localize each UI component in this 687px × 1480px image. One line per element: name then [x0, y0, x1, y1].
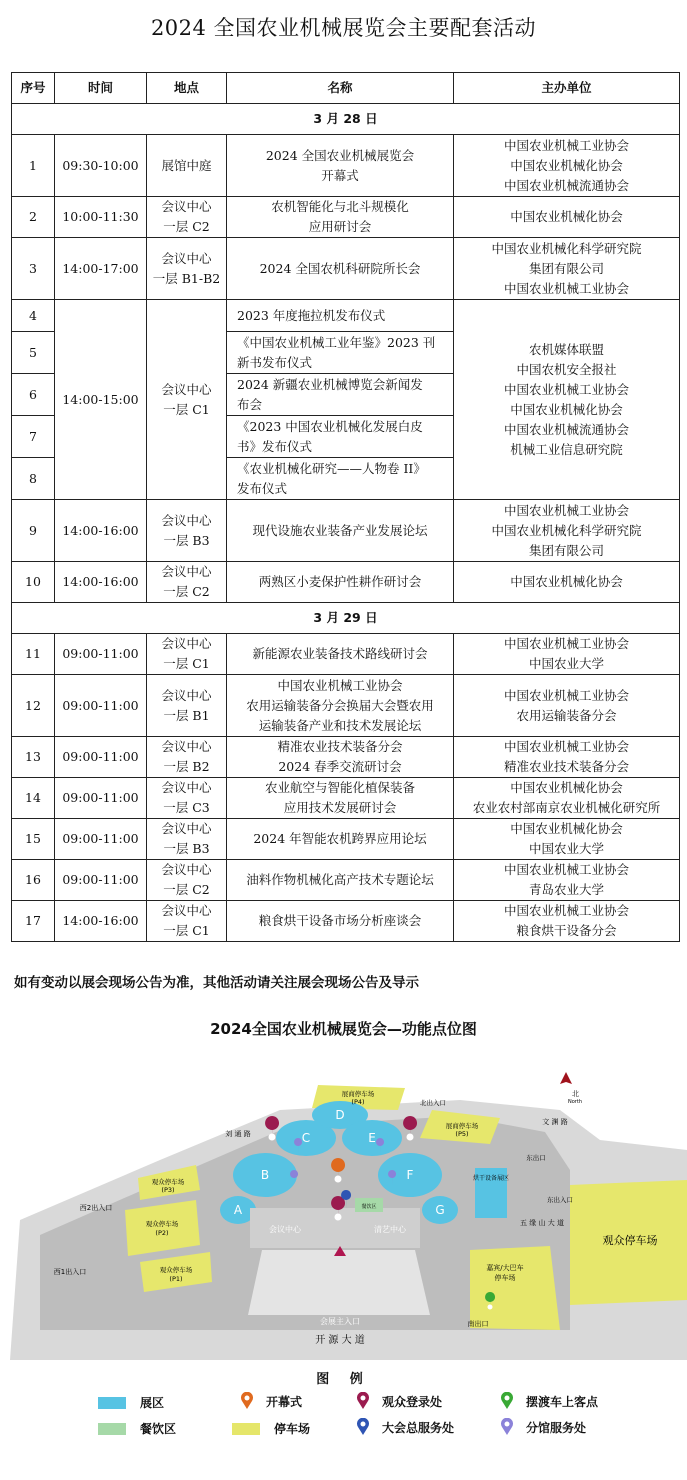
hall-c-label: C [301, 1131, 311, 1145]
row-org-line: 粮食烘干设备分会 [516, 923, 617, 938]
north-en-label: North [568, 1099, 582, 1105]
p2-label: 观众停车场 [145, 1220, 179, 1228]
row-name-line: 2024 全国农机科研院所长会 [259, 260, 421, 276]
date-row-day2 [12, 603, 680, 634]
table-row [12, 819, 680, 860]
road-north-label: 文 渊 路 [542, 1118, 568, 1126]
east-entry-label: 东出入口 [547, 1196, 573, 1204]
row-no: 5 [12, 332, 55, 374]
row-name-line: 应用技术发展研讨会 [283, 800, 397, 815]
row-place-line: 一层 C1 [163, 656, 210, 671]
row-org-line: 中国农业机械流通协会 [503, 421, 629, 437]
row-place [147, 737, 227, 778]
row-place-line: 一层 C2 [163, 882, 210, 897]
row-org-line: 青岛农业大学 [528, 882, 604, 897]
catering-center-label: 清艺中心 [374, 1225, 406, 1234]
p4-code: (P4) [351, 1098, 365, 1106]
row-name [227, 778, 454, 819]
row-place-line: 会议中心 [161, 381, 212, 397]
row-place-line: 会议中心 [161, 862, 212, 877]
row-name-line: 粮食烘干设备市场分析座谈会 [258, 913, 422, 928]
row-org-line: 中国农业机械化协会 [510, 574, 623, 589]
row-name-line: 《中国农业机械工业年鉴》2023 刊 [237, 334, 436, 350]
p5-code: (P5) [455, 1130, 469, 1138]
row-name-line: 书》发布仪式 [237, 438, 313, 454]
row-place-line: 会议中心 [161, 780, 212, 795]
legend-label: 餐饮区 [140, 1422, 177, 1436]
date-label: 3 月 28 日 [12, 104, 680, 135]
table-row [12, 562, 680, 603]
row-org [454, 819, 680, 860]
date-label: 3 月 29 日 [12, 603, 680, 634]
row-org [454, 562, 680, 603]
row-place-line: 一层 C2 [163, 219, 210, 234]
header-org: 主办单位 [454, 73, 680, 104]
bus-lot-label-2: 停车场 [494, 1274, 516, 1282]
row-time: 09:30-10:00 [55, 135, 147, 197]
row-place [147, 135, 227, 197]
row-name-line: 《农业机械化研究——人物卷 II》 [237, 460, 426, 476]
table-row [12, 300, 680, 332]
row-name-line: 运输装备产业和技术发展论坛 [258, 717, 422, 733]
row-org-line: 中国农业机械工业协会 [503, 502, 629, 518]
legend-label: 分馆服务处 [526, 1420, 587, 1435]
row-org [454, 675, 680, 737]
row-org-line: 农业农村部南京农业机械化研究所 [472, 800, 661, 815]
row-name-line: 中国农业机械工业协会 [277, 677, 403, 693]
row-org [454, 197, 680, 238]
parking-swatch-icon [232, 1423, 260, 1435]
entry-plaza [248, 1250, 430, 1315]
road-east-label: 五 缘 山 大 道 [520, 1219, 564, 1227]
shuttle-legend-pin-icon [500, 1392, 514, 1410]
row-org-line: 中国农业机械工业协会 [503, 903, 629, 918]
map-title: 2024全国农业机械展览会—功能点位图 [210, 1020, 477, 1038]
table-row [12, 860, 680, 901]
dining-label: 餐饮区 [361, 1204, 377, 1210]
row-place [147, 860, 227, 901]
row-name [227, 135, 454, 197]
legend-item-opening [240, 1392, 302, 1410]
p3-code: (P3) [161, 1186, 175, 1194]
row-time: 14:00-17:00 [55, 238, 147, 300]
west2-exit-label: 西2出入口 [79, 1204, 113, 1212]
row-place-line: 会议中心 [161, 903, 212, 918]
row-place-line: 会议中心 [161, 821, 212, 836]
legend-label: 大会总服务处 [382, 1420, 455, 1435]
p1-label: 观众停车场 [159, 1266, 193, 1274]
legend-item-registration [356, 1392, 442, 1410]
row-org-line: 中国农业机械工业协会 [503, 381, 629, 397]
row-place-line: 一层 B1-B2 [152, 270, 221, 286]
row-org-line: 中国农业机械化科学研究院 [491, 240, 642, 256]
row-place [147, 197, 227, 238]
row-name-line: 开幕式 [321, 167, 359, 183]
row-place [147, 675, 227, 737]
road-nw-label: 刘 通 路 [225, 1130, 251, 1138]
header-name: 名称 [227, 73, 454, 104]
row-place-line: 会议中心 [161, 739, 212, 754]
legend-label: 摆渡车上客点 [526, 1394, 599, 1409]
row-no: 15 [12, 819, 55, 860]
row-no: 14 [12, 778, 55, 819]
row-place-line: 会议中心 [161, 687, 212, 703]
row-name [227, 819, 454, 860]
hall-b-label: B [260, 1168, 270, 1182]
row-no: 16 [12, 860, 55, 901]
table-row [12, 634, 680, 675]
row-place-line: 会议中心 [161, 564, 212, 579]
row-org-line: 中国农业机械化协会 [510, 157, 623, 173]
legend-item-exhibit [98, 1394, 164, 1411]
hall-d-label: D [335, 1108, 345, 1122]
legend-title: 图 例 [316, 1372, 371, 1387]
west1-exit-label: 西1出入口 [53, 1268, 87, 1276]
row-name-line: 2024 春季交流研讨会 [278, 759, 402, 774]
row-place [147, 634, 227, 675]
row-place-line: 一层 C3 [163, 800, 210, 815]
row-place [147, 819, 227, 860]
row-org [454, 135, 680, 197]
conf-center-label: 会议中心 [269, 1225, 301, 1234]
opening-pin-icon [240, 1392, 254, 1410]
row-time: 09:00-11:00 [55, 675, 147, 737]
row-name-line: 两熟区小麦保护性耕作研讨会 [258, 574, 422, 589]
service-legend-pin-icon [356, 1418, 370, 1436]
row-org-line: 中国农业机械化协会 [510, 821, 623, 836]
row-name [227, 901, 454, 942]
row-place-line: 一层 B2 [163, 759, 210, 774]
row-org [454, 500, 680, 562]
table-row [12, 737, 680, 778]
row-no: 13 [12, 737, 55, 778]
legend-label: 开幕式 [266, 1394, 303, 1409]
row-org-line: 中国农业机械流通协会 [503, 177, 629, 193]
row-org-line: 农机媒体联盟 [528, 341, 604, 357]
east-exit-label: 东出口 [526, 1154, 546, 1162]
row-no: 8 [12, 458, 55, 500]
legend-label: 观众登录处 [382, 1394, 443, 1409]
row-name [227, 860, 454, 901]
row-org [454, 737, 680, 778]
row-time: 10:00-11:30 [55, 197, 147, 238]
row-no: 9 [12, 500, 55, 562]
branch-legend-pin-icon [500, 1418, 514, 1436]
row-no: 12 [12, 675, 55, 737]
road-south-label: 开 源 大 道 [315, 1335, 365, 1346]
row-name [227, 332, 454, 374]
table-header-row [12, 73, 680, 104]
row-name-line: 2024 新疆农业机械博览会新闻发 [237, 376, 423, 392]
row-name-line: 2023 年度拖拉机发布仪式 [237, 307, 386, 323]
row-place-line: 一层 C1 [163, 401, 210, 417]
row-org-line: 集团有限公司 [528, 260, 604, 276]
row-place [147, 778, 227, 819]
schedule-table [11, 72, 680, 942]
table-row [12, 778, 680, 819]
row-name-line: 农用运输装备分会换届大会暨农用 [246, 697, 434, 713]
row-place-line: 一层 B3 [163, 841, 210, 856]
legend-item-shuttle [500, 1392, 598, 1410]
row-name [227, 500, 454, 562]
row-no: 7 [12, 416, 55, 458]
hall-g-label: G [435, 1203, 445, 1217]
row-org-line: 中国农机安全报社 [516, 361, 617, 377]
row-place-line: 展馆中庭 [161, 157, 212, 173]
row-place [147, 562, 227, 603]
row-place [147, 500, 227, 562]
legend-label: 展区 [140, 1396, 165, 1410]
row-name [227, 562, 454, 603]
row-org-line: 中国农业机械工业协会 [503, 739, 629, 754]
row-name [227, 675, 454, 737]
p1-code: (P1) [169, 1275, 183, 1283]
row-org-line: 中国农业机械化协会 [510, 209, 623, 224]
page-title: 2024 全国农业机械展览会主要配套活动 [150, 16, 537, 40]
row-place-line: 会议中心 [161, 512, 212, 528]
main-entry-label: 会展主入口 [320, 1317, 360, 1326]
p5-label: 展商停车场 [445, 1122, 479, 1130]
row-time: 14:00-15:00 [55, 300, 147, 500]
row-place [147, 901, 227, 942]
row-org-line: 中国农业机械化协会 [510, 780, 623, 795]
row-place-line: 一层 C1 [163, 923, 210, 938]
row-place-line: 一层 B3 [163, 532, 210, 548]
row-name [227, 197, 454, 238]
row-name-line: 新书发布仪式 [237, 354, 313, 370]
row-org-line: 中国农业机械化协会 [510, 401, 623, 417]
row-name-line: 2024 年智能农机跨界应用论坛 [253, 831, 427, 846]
hall-f-label: F [406, 1168, 414, 1182]
row-name-line: 布会 [237, 396, 263, 412]
row-name [227, 300, 454, 332]
row-no: 11 [12, 634, 55, 675]
row-place-line: 会议中心 [161, 636, 212, 651]
row-org [454, 860, 680, 901]
row-name-line: 现代设施农业装备产业发展论坛 [252, 522, 428, 538]
row-name [227, 458, 454, 500]
table-row [12, 675, 680, 737]
row-name-line: 2024 全国农业机械展览会 [265, 147, 415, 163]
legend-label: 停车场 [274, 1422, 311, 1436]
hall-e-label: E [368, 1131, 376, 1145]
row-name-line: 应用研讨会 [308, 219, 372, 234]
row-name [227, 634, 454, 675]
row-no: 17 [12, 901, 55, 942]
parking-bus [467, 1246, 560, 1330]
row-org-line: 中国农业机械工业协会 [503, 636, 629, 651]
bus-lot-label: 嘉宾/大巴车 [486, 1264, 524, 1272]
row-name [227, 737, 454, 778]
p2-code: (P2) [155, 1229, 169, 1237]
row-org-line: 集团有限公司 [528, 542, 604, 558]
row-name-line: 新能源农业装备技术路线研讨会 [252, 646, 428, 661]
row-time: 09:00-11:00 [55, 778, 147, 819]
south-exit-label: 南出口 [467, 1320, 489, 1328]
row-org [454, 238, 680, 300]
row-name [227, 416, 454, 458]
header-place: 地点 [147, 73, 227, 104]
legend-item-dining [98, 1420, 176, 1437]
row-no: 10 [12, 562, 55, 603]
dryer-label: 烘干设备展区 [472, 1175, 510, 1182]
row-org-line: 中国农业机械工业协会 [503, 687, 629, 703]
table-row [12, 500, 680, 562]
row-time: 09:00-11:00 [55, 634, 147, 675]
row-time: 09:00-11:00 [55, 737, 147, 778]
row-name-line: 发布仪式 [237, 480, 288, 496]
row-org-line: 中国农业机械工业协会 [503, 280, 629, 296]
legend-item-branch [500, 1418, 586, 1436]
row-time: 14:00-16:00 [55, 562, 147, 603]
row-name [227, 374, 454, 416]
row-name-line: 油料作物机械化高产技术专题论坛 [246, 872, 434, 887]
legend-item-parking [232, 1420, 310, 1437]
row-org-line: 精准农业技术装备分会 [503, 759, 629, 774]
row-name-line: 农机智能化与北斗规模化 [271, 199, 409, 214]
north-label: 北 [572, 1090, 579, 1098]
row-place-line: 一层 B1 [163, 707, 210, 723]
row-time: 09:00-11:00 [55, 860, 147, 901]
big-lot-label: 观众停车场 [602, 1234, 658, 1247]
row-time: 14:00-16:00 [55, 500, 147, 562]
row-org [454, 901, 680, 942]
row-org-line: 中国农业大学 [528, 656, 604, 671]
north-exit-label: 北出入口 [420, 1099, 446, 1107]
date-row-day1 [12, 104, 680, 135]
row-place [147, 300, 227, 500]
row-name [227, 238, 454, 300]
table-row [12, 135, 680, 197]
row-time: 14:00-16:00 [55, 901, 147, 942]
row-place-line: 会议中心 [161, 199, 212, 214]
row-place [147, 238, 227, 300]
row-org-line: 中国农业机械工业协会 [503, 862, 629, 877]
table-row [12, 238, 680, 300]
row-name-line: 《2023 中国农业机械化发展白皮 [237, 418, 423, 434]
row-place-line: 一层 C2 [163, 584, 210, 599]
row-org [454, 300, 680, 500]
venue-map [0, 1060, 687, 1360]
row-org-line: 机械工业信息研究院 [510, 441, 623, 457]
exhibit-swatch-icon [98, 1397, 126, 1409]
row-time: 09:00-11:00 [55, 819, 147, 860]
p3-label: 观众停车场 [151, 1178, 185, 1186]
row-place-line: 会议中心 [161, 250, 212, 266]
row-name-line: 精准农业技术装备分会 [277, 739, 403, 754]
dining-swatch-icon [98, 1423, 126, 1435]
table-row [12, 901, 680, 942]
p4-label: 展商停车场 [341, 1090, 375, 1098]
row-org-line: 中国农业大学 [528, 841, 604, 856]
row-name-line: 农业航空与智能化植保装备 [264, 780, 415, 795]
header-time: 时间 [55, 73, 147, 104]
row-org [454, 634, 680, 675]
row-org-line: 农用运输装备分会 [516, 707, 617, 723]
row-no: 6 [12, 374, 55, 416]
row-no: 1 [12, 135, 55, 197]
registration-legend-pin-icon [356, 1392, 370, 1410]
notice-text: 如有变动以展会现场公告为准，其他活动请关注展会现场公告及导示 [14, 975, 419, 991]
row-org [454, 778, 680, 819]
hall-a-label: A [233, 1203, 243, 1217]
row-no: 2 [12, 197, 55, 238]
row-no: 4 [12, 300, 55, 332]
header-no: 序号 [12, 73, 55, 104]
table-row [12, 197, 680, 238]
row-no: 3 [12, 238, 55, 300]
row-org-line: 中国农业机械化科学研究院 [491, 522, 642, 538]
legend-item-service [356, 1418, 454, 1436]
row-org-line: 中国农业机械工业协会 [503, 137, 629, 153]
